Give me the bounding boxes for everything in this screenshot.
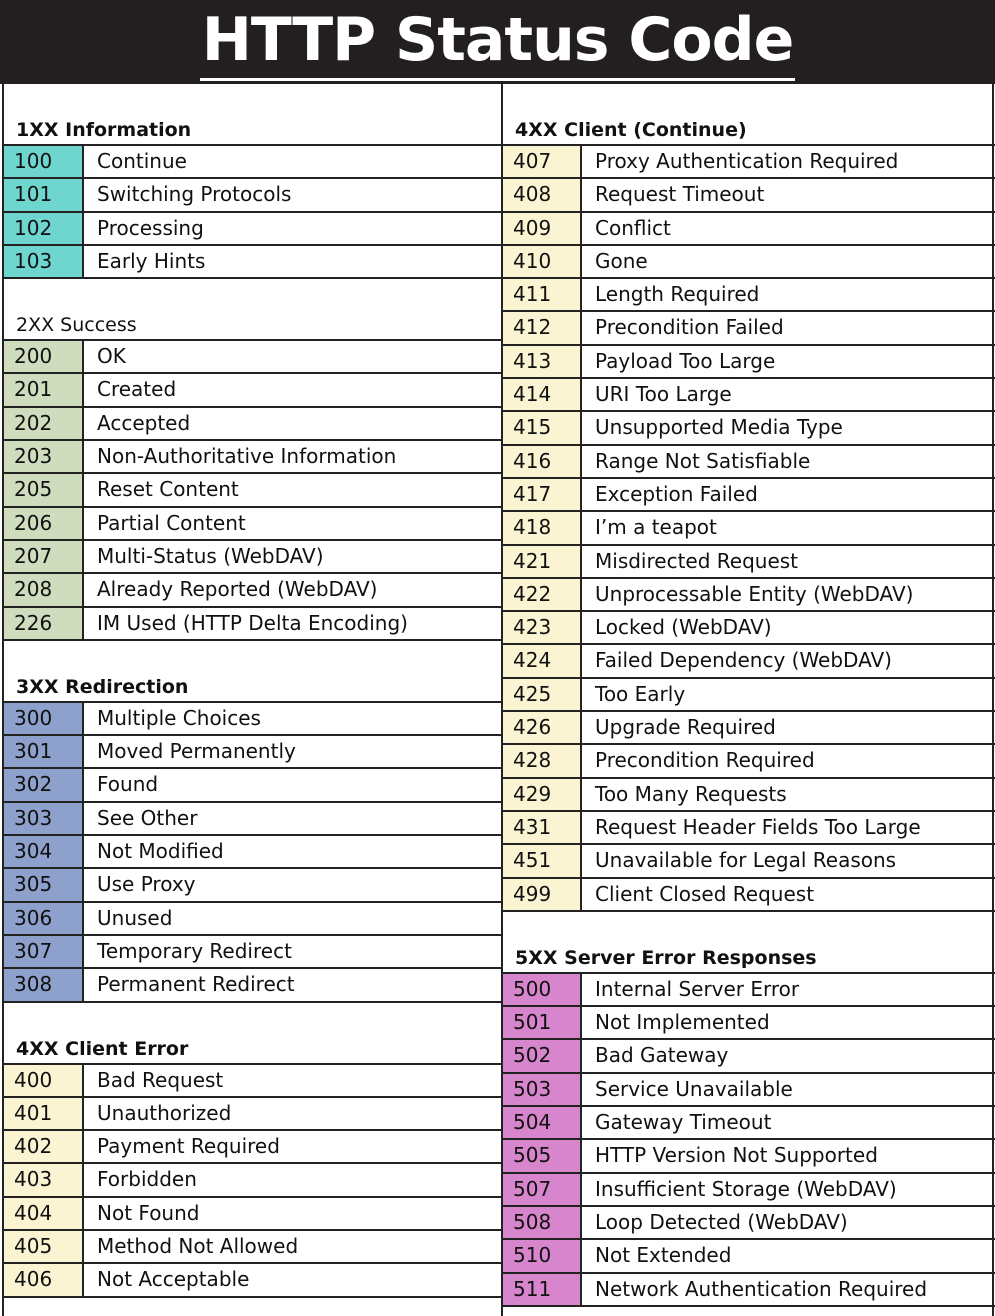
status-code: 300 <box>4 703 84 734</box>
status-code: 100 <box>4 146 84 177</box>
table-row <box>503 1107 995 1140</box>
status-description: HTTP Version Not Supported <box>595 1143 878 1168</box>
status-description: Continue <box>97 149 187 173</box>
table-row <box>4 769 501 802</box>
table-row <box>503 1174 995 1207</box>
status-code: 501 <box>503 1007 582 1038</box>
status-description: Forbidden <box>97 1167 197 1192</box>
status-code: 408 <box>503 179 582 210</box>
status-code: 302 <box>4 769 84 800</box>
status-description: Network Authentication Required <box>595 1276 928 1301</box>
status-code: 424 <box>503 645 582 676</box>
table-row <box>4 574 501 607</box>
status-code: 406 <box>4 1264 84 1295</box>
status-code: 413 <box>503 346 582 377</box>
status-description: Created <box>97 377 177 402</box>
status-description: Internal Server Error <box>595 976 800 1001</box>
table-row <box>503 612 995 645</box>
table-row <box>503 779 995 812</box>
status-description: Switching Protocols <box>97 182 292 207</box>
table-row <box>4 246 501 279</box>
status-description: Precondition Required <box>595 748 815 773</box>
status-code: 206 <box>4 508 84 539</box>
table-row <box>503 1274 995 1307</box>
table-row <box>503 745 995 778</box>
status-description: Length Required <box>595 282 760 307</box>
status-code: 502 <box>503 1040 582 1071</box>
section-spacer <box>4 641 501 672</box>
status-code: 401 <box>4 1098 84 1129</box>
section-spacer <box>4 279 501 310</box>
status-code: 409 <box>503 213 582 244</box>
status-description: Bad Request <box>97 1067 224 1092</box>
section-spacer <box>4 84 501 115</box>
status-description: Moved Permanently <box>97 739 296 764</box>
section-heading: 3XX Redirection <box>4 672 501 703</box>
status-description: Loop Detected (WebDAV) <box>595 1209 848 1234</box>
status-code: 451 <box>503 845 582 876</box>
status-description: Found <box>97 772 159 797</box>
table-row <box>503 412 995 445</box>
status-code: 412 <box>503 312 582 343</box>
status-description: Gateway Timeout <box>595 1110 772 1135</box>
status-code: 305 <box>4 869 84 900</box>
table-row <box>4 374 501 407</box>
status-code-table <box>2 84 994 1316</box>
status-code: 306 <box>4 903 84 934</box>
status-code: 205 <box>4 474 84 505</box>
status-description: Processing <box>97 215 204 240</box>
status-description: Locked (WebDAV) <box>595 615 772 640</box>
status-description: Not Modified <box>97 839 224 864</box>
status-code: 425 <box>503 679 582 710</box>
section-heading: 5XX Server Error Responses <box>503 943 995 974</box>
status-code: 301 <box>4 736 84 767</box>
table-row <box>4 836 501 869</box>
status-code: 499 <box>503 879 582 910</box>
table-row <box>503 679 995 712</box>
table-row <box>4 213 501 246</box>
status-description: Accepted <box>97 410 191 435</box>
status-code: 426 <box>503 712 582 743</box>
status-description: Range Not Satisfiable <box>595 448 811 473</box>
status-code: 402 <box>4 1131 84 1162</box>
status-description: Proxy Authentication Required <box>595 149 899 173</box>
status-code: 423 <box>503 612 582 643</box>
table-row <box>503 812 995 845</box>
status-description: Use Proxy <box>97 872 196 897</box>
status-description: See Other <box>97 805 198 830</box>
status-description: Method Not Allowed <box>97 1234 299 1259</box>
table-row <box>503 246 995 279</box>
table-row <box>503 879 995 912</box>
status-code: 201 <box>4 374 84 405</box>
section-spacer <box>503 84 995 115</box>
table-row <box>503 546 995 579</box>
status-description: Unused <box>97 905 173 930</box>
status-description: Unavailable for Legal Reasons <box>595 848 897 873</box>
status-description: Permanent Redirect <box>97 972 295 997</box>
table-row <box>503 213 995 246</box>
status-description: Temporary Redirect <box>97 938 292 963</box>
status-code: 422 <box>503 579 582 610</box>
status-description: Service Unavailable <box>595 1076 793 1101</box>
table-row <box>4 969 501 1002</box>
table-row <box>503 146 995 179</box>
status-code: 403 <box>4 1164 84 1195</box>
status-code: 431 <box>503 812 582 843</box>
status-code: 101 <box>4 179 84 210</box>
status-code: 507 <box>503 1174 582 1205</box>
status-description: Partial Content <box>97 510 246 535</box>
status-code: 414 <box>503 379 582 410</box>
status-code: 102 <box>4 213 84 244</box>
section-heading: 4XX Client (Continue) <box>503 115 995 146</box>
table-row <box>4 179 501 212</box>
status-description: Multi-Status (WebDAV) <box>97 543 324 568</box>
status-code: 203 <box>4 441 84 472</box>
table-row <box>4 441 501 474</box>
table-row <box>503 179 995 212</box>
status-description: Precondition Failed <box>595 315 784 340</box>
table-row <box>503 279 995 312</box>
table-row <box>503 1207 995 1240</box>
section-spacer <box>503 912 995 943</box>
status-code: 500 <box>503 974 582 1005</box>
left-column <box>4 84 501 1298</box>
table-row <box>4 1065 501 1098</box>
status-code: 429 <box>503 779 582 810</box>
status-description: Conflict <box>595 215 671 240</box>
status-code: 307 <box>4 936 84 967</box>
status-description: Multiple Choices <box>97 705 261 730</box>
status-description: Not Implemented <box>595 1010 770 1035</box>
status-code: 304 <box>4 836 84 867</box>
table-row <box>503 645 995 678</box>
status-description: Payload Too Large <box>595 348 776 373</box>
table-row <box>4 1264 501 1297</box>
status-code: 226 <box>4 608 84 639</box>
status-code: 308 <box>4 969 84 1000</box>
status-description: Misdirected Request <box>595 548 799 573</box>
table-row <box>503 1140 995 1173</box>
status-code: 303 <box>4 803 84 834</box>
section-heading: 1XX Information <box>4 115 501 146</box>
table-row <box>4 1131 501 1164</box>
table-row <box>503 312 995 345</box>
table-row <box>503 512 995 545</box>
table-row <box>4 1098 501 1131</box>
table-row <box>4 508 501 541</box>
status-code: 400 <box>4 1065 84 1096</box>
table-row <box>4 703 501 736</box>
status-description: Reset Content <box>97 477 239 502</box>
status-description: Insufficient Storage (WebDAV) <box>595 1176 897 1201</box>
table-row <box>4 474 501 507</box>
table-row <box>503 845 995 878</box>
table-row <box>503 579 995 612</box>
status-description: URI Too Large <box>595 382 732 407</box>
status-code: 511 <box>503 1274 582 1305</box>
status-description: Already Reported (WebDAV) <box>97 577 378 602</box>
table-row <box>4 803 501 836</box>
status-code: 200 <box>4 341 84 372</box>
status-code: 421 <box>503 546 582 577</box>
status-description: Too Early <box>595 681 686 706</box>
status-code: 508 <box>503 1207 582 1238</box>
table-row <box>4 869 501 902</box>
table-row <box>4 341 501 374</box>
status-description: Non-Authoritative Information <box>97 444 397 469</box>
table-row <box>4 736 501 769</box>
status-description: Early Hints <box>97 248 206 273</box>
section-heading: 4XX Client Error <box>4 1034 501 1065</box>
status-code: 418 <box>503 512 582 543</box>
status-code: 407 <box>503 146 582 177</box>
status-description: Payment Required <box>97 1134 280 1159</box>
table-row <box>4 1164 501 1197</box>
status-code: 417 <box>503 479 582 510</box>
status-description: Request Header Fields Too Large <box>595 814 921 839</box>
status-description: Not Found <box>97 1200 200 1225</box>
status-description: IM Used (HTTP Delta Encoding) <box>97 610 408 635</box>
status-description: Not Acceptable <box>97 1267 250 1292</box>
status-code: 202 <box>4 408 84 439</box>
table-row <box>4 903 501 936</box>
status-code: 404 <box>4 1198 84 1229</box>
status-code: 405 <box>4 1231 84 1262</box>
status-description: Client Closed Request <box>595 881 815 906</box>
section-heading: 2XX Success <box>4 310 501 341</box>
status-description: Unsupported Media Type <box>595 415 843 440</box>
table-row <box>503 1240 995 1273</box>
status-code: 207 <box>4 541 84 572</box>
section-spacer <box>4 1003 501 1034</box>
status-code: 208 <box>4 574 84 605</box>
status-description: Not Extended <box>595 1243 732 1268</box>
status-code: 503 <box>503 1074 582 1105</box>
table-row <box>503 479 995 512</box>
table-row <box>4 541 501 574</box>
table-row <box>4 1198 501 1231</box>
status-code: 510 <box>503 1240 582 1271</box>
status-description: Exception Failed <box>595 481 758 506</box>
status-description: Gone <box>595 248 648 273</box>
table-row <box>503 346 995 379</box>
table-row <box>4 408 501 441</box>
table-row <box>4 608 501 641</box>
status-code: 411 <box>503 279 582 310</box>
page-title: HTTP Status Code <box>200 2 796 81</box>
status-code: 416 <box>503 446 582 477</box>
status-description: Upgrade Required <box>595 715 776 740</box>
status-code: 415 <box>503 412 582 443</box>
table-row <box>503 974 995 1007</box>
status-code: 504 <box>503 1107 582 1138</box>
status-code: 103 <box>4 246 84 277</box>
status-description: Unprocessable Entity (WebDAV) <box>595 581 914 606</box>
status-code: 410 <box>503 246 582 277</box>
table-row <box>503 1074 995 1107</box>
status-description: OK <box>97 344 126 369</box>
table-row <box>503 712 995 745</box>
status-description: Bad Gateway <box>595 1043 729 1068</box>
header-banner <box>0 0 995 84</box>
table-row <box>503 1007 995 1040</box>
table-row <box>4 146 501 179</box>
status-description: Unauthorized <box>97 1100 232 1125</box>
table-row <box>4 936 501 969</box>
table-row <box>503 1040 995 1073</box>
table-row <box>503 379 995 412</box>
status-description: I’m a teapot <box>595 515 717 540</box>
table-row <box>4 1231 501 1264</box>
status-description: Too Many Requests <box>595 781 787 806</box>
status-code: 428 <box>503 745 582 776</box>
status-description: Request Timeout <box>595 182 765 207</box>
right-column <box>501 84 995 1316</box>
table-row <box>503 446 995 479</box>
status-code: 505 <box>503 1140 582 1171</box>
status-description: Failed Dependency (WebDAV) <box>595 648 892 673</box>
